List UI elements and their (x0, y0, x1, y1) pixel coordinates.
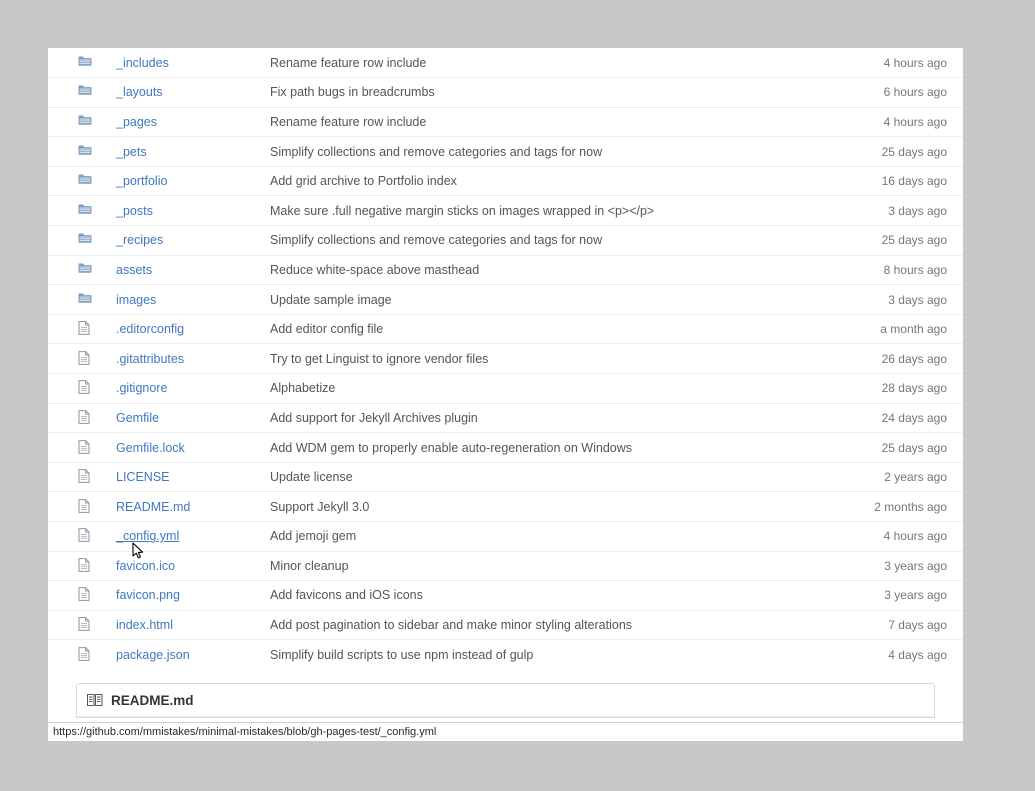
commit-message-link[interactable]: Reduce white-space above masthead (270, 262, 480, 277)
commit-message-cell (270, 433, 817, 463)
commit-age: 7 days ago (888, 618, 947, 633)
folder-icon (48, 78, 116, 108)
commit-message-link[interactable]: Alphabetize (270, 381, 336, 396)
commit-message-link[interactable]: Make sure .full negative margin sticks on images wrapped in <p></p> (270, 203, 655, 218)
commit-message-link[interactable]: Add grid archive to Portfolio index (270, 174, 457, 189)
file-name-link[interactable]: package.json (116, 647, 190, 662)
commit-age: 4 hours ago (883, 529, 947, 544)
commit-age: 4 hours ago (883, 114, 947, 129)
file-name-cell (116, 492, 270, 522)
folder-icon (48, 166, 116, 196)
table-row (48, 551, 963, 581)
folder-icon (48, 285, 116, 315)
commit-message-cell (270, 166, 817, 196)
file-name-cell (116, 226, 270, 256)
status-bar-url: https://github.com/mmistakes/minimal-mistakes/blob/gh-pages-test/_config.yml (53, 726, 437, 738)
commit-age: 16 days ago (881, 174, 947, 189)
commit-age: a month ago (880, 322, 947, 337)
readme-panel (76, 683, 935, 718)
browser-page-content (48, 48, 963, 740)
file-name-cell (116, 314, 270, 344)
folder-icon (48, 48, 116, 78)
commit-age: 6 hours ago (883, 85, 947, 100)
commit-message-cell (270, 78, 817, 108)
commit-message-cell (270, 344, 817, 374)
commit-age: 25 days ago (881, 233, 947, 248)
file-name-cell (116, 640, 270, 670)
repository-file-table (48, 48, 963, 669)
folder-icon (48, 226, 116, 256)
table-row (48, 137, 963, 167)
file-name-cell (116, 285, 270, 315)
commit-message-link[interactable]: Rename feature row include (270, 114, 427, 129)
file-name-cell (116, 137, 270, 167)
file-name-cell (116, 433, 270, 463)
file-name-link[interactable]: _pages (116, 114, 158, 129)
commit-message-cell (270, 196, 817, 226)
commit-message-cell (270, 314, 817, 344)
file-name-link[interactable]: README.md (116, 499, 191, 514)
commit-message-cell (270, 255, 817, 285)
book-icon (87, 693, 103, 707)
file-icon (48, 374, 116, 404)
file-icon (48, 314, 116, 344)
file-icon (48, 433, 116, 463)
commit-message-link[interactable]: Add favicons and iOS icons (270, 588, 423, 603)
file-name-link[interactable]: favicon.ico (116, 558, 176, 573)
commit-age: 8 hours ago (883, 262, 947, 277)
commit-age: 25 days ago (881, 144, 947, 159)
file-icon (48, 581, 116, 611)
commit-message-cell (270, 403, 817, 433)
table-row (48, 462, 963, 492)
file-name-link[interactable]: .gitignore (116, 381, 168, 396)
table-row (48, 255, 963, 285)
commit-message-cell (270, 640, 817, 670)
commit-message-cell (270, 610, 817, 640)
file-name-link[interactable]: _pets (116, 144, 147, 159)
commit-age: 26 days ago (881, 351, 947, 366)
table-row (48, 610, 963, 640)
file-name-link[interactable]: favicon.png (116, 588, 180, 603)
commit-age: 24 days ago (881, 410, 947, 425)
commit-age: 28 days ago (881, 381, 947, 396)
commit-age: 3 years ago (884, 588, 947, 603)
commit-message-cell (270, 462, 817, 492)
table-row (48, 78, 963, 108)
commit-message-link[interactable]: Add editor config file (270, 322, 384, 337)
table-row (48, 374, 963, 404)
file-icon (48, 462, 116, 492)
file-icon (48, 344, 116, 374)
commit-message-cell (270, 492, 817, 522)
file-name-cell (116, 522, 270, 552)
file-name-cell (116, 166, 270, 196)
file-name-link[interactable]: index.html (116, 618, 173, 633)
file-name-cell (116, 196, 270, 226)
commit-message-cell (270, 374, 817, 404)
table-row (48, 522, 963, 552)
commit-age: 4 hours ago (883, 55, 947, 70)
table-row (48, 433, 963, 463)
commit-message-link[interactable]: Add jemoji gem (270, 529, 357, 544)
commit-message-cell (270, 226, 817, 256)
commit-message-cell (270, 137, 817, 167)
table-row (48, 166, 963, 196)
file-icon (48, 551, 116, 581)
table-row (48, 285, 963, 315)
commit-message-link[interactable]: Try to get Linguist to ignore vendor files (270, 351, 489, 366)
table-row (48, 403, 963, 433)
commit-age: 2 months ago (874, 499, 947, 514)
file-icon (48, 403, 116, 433)
commit-age: 3 days ago (888, 292, 947, 307)
commit-message-link[interactable]: Add post pagination to sidebar and make minor styling alterations (270, 618, 633, 633)
commit-age: 3 years ago (884, 558, 947, 573)
file-name-link[interactable]: _posts (116, 203, 153, 218)
file-name-cell (116, 462, 270, 492)
commit-message-link[interactable]: Simplify collections and remove categories and tags for now (270, 233, 603, 248)
file-name-link[interactable]: Gemfile.lock (116, 440, 185, 455)
folder-icon (48, 107, 116, 137)
commit-message-cell (270, 522, 817, 552)
readme-header (77, 684, 934, 717)
browser-status-bar (48, 722, 963, 741)
folder-icon (48, 255, 116, 285)
folder-icon (48, 137, 116, 167)
commit-age: 4 days ago (888, 647, 947, 662)
commit-message-link[interactable]: Rename feature row include (270, 55, 427, 70)
file-name-link[interactable]: .editorconfig (116, 322, 185, 337)
table-row (48, 48, 963, 78)
file-name-cell (116, 344, 270, 374)
file-name-cell (116, 374, 270, 404)
commit-message-cell (270, 551, 817, 581)
file-name-link[interactable]: _config.yml (116, 529, 180, 544)
table-row (48, 640, 963, 670)
table-row (48, 107, 963, 137)
commit-message-link[interactable]: Simplify build scripts to use npm instead of gulp (270, 647, 534, 662)
file-name-cell (116, 403, 270, 433)
file-name-link[interactable]: Gemfile (116, 410, 160, 425)
commit-age: 3 days ago (888, 203, 947, 218)
commit-message-link[interactable]: Update sample image (270, 292, 392, 307)
commit-message-cell (270, 285, 817, 315)
commit-age: 2 years ago (884, 470, 947, 485)
file-name-link[interactable]: LICENSE (116, 470, 170, 485)
commit-message-link[interactable]: Support Jekyll 3.0 (270, 499, 370, 514)
commit-message-link[interactable]: Add support for Jekyll Archives plugin (270, 410, 478, 425)
commit-message-link[interactable]: Update license (270, 470, 353, 485)
file-name-cell (116, 107, 270, 137)
folder-icon (48, 196, 116, 226)
table-row (48, 314, 963, 344)
commit-message-link[interactable]: Add WDM gem to properly enable auto-regeneration on Windows (270, 440, 632, 455)
file-name-cell (116, 610, 270, 640)
table-row (48, 226, 963, 256)
file-name-link[interactable]: images (116, 292, 157, 307)
file-name-link[interactable]: _includes (116, 55, 169, 70)
table-row (48, 344, 963, 374)
commit-message-link[interactable]: Simplify collections and remove categories and tags for now (270, 144, 603, 159)
table-row (48, 492, 963, 522)
readme-title: README.md (111, 692, 194, 708)
file-icon (48, 522, 116, 552)
file-name-link[interactable]: _recipes (116, 233, 164, 248)
file-icon (48, 610, 116, 640)
file-name-link[interactable]: _portfolio (116, 174, 168, 189)
commit-message-link[interactable]: Minor cleanup (270, 558, 349, 573)
file-name-cell (116, 581, 270, 611)
file-name-cell (116, 48, 270, 78)
file-name-link[interactable]: .gitattributes (116, 351, 185, 366)
table-row (48, 581, 963, 611)
file-name-link[interactable]: _layouts (116, 85, 163, 100)
file-name-cell (116, 255, 270, 285)
file-icon (48, 640, 116, 670)
commit-message-cell (270, 107, 817, 137)
commit-message-link[interactable]: Fix path bugs in breadcrumbs (270, 85, 435, 100)
file-name-link[interactable]: assets (116, 262, 153, 277)
commit-age: 25 days ago (881, 440, 947, 455)
file-icon (48, 492, 116, 522)
file-name-cell (116, 78, 270, 108)
commit-message-cell (270, 48, 817, 78)
file-name-cell (116, 551, 270, 581)
table-row (48, 196, 963, 226)
commit-message-cell (270, 581, 817, 611)
